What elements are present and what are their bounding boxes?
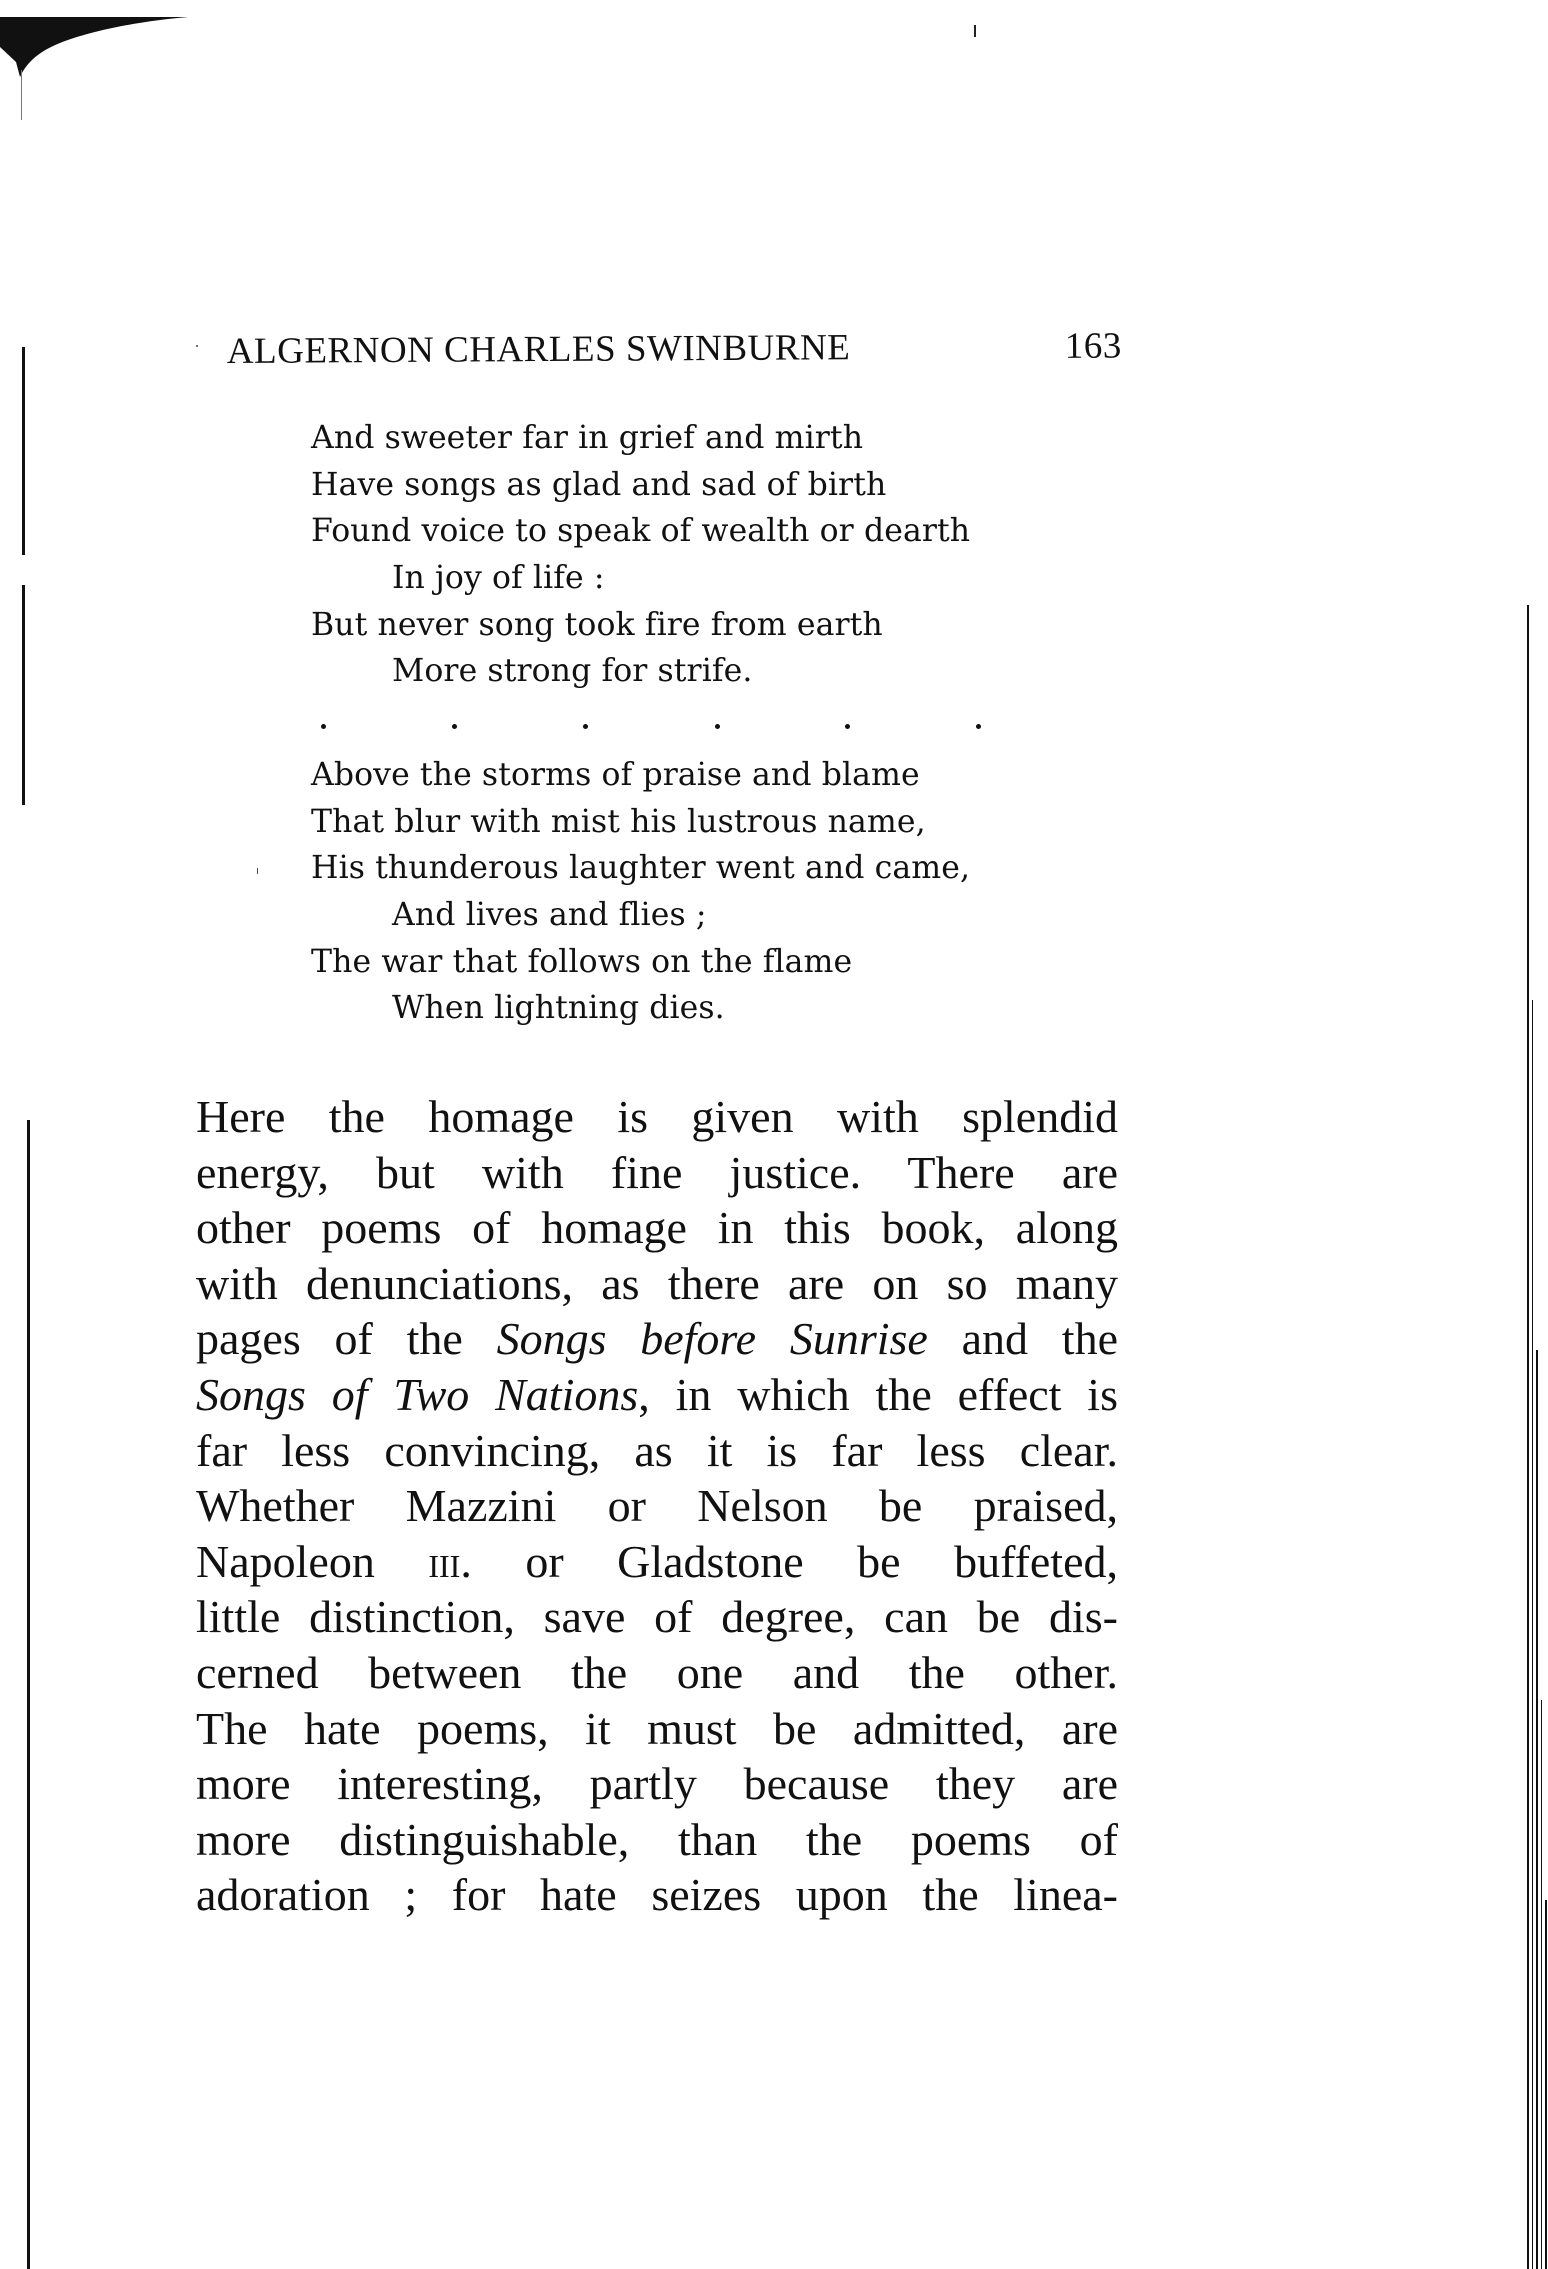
verse-line: Above the storms of praise and blame [311,757,920,793]
text-run: cerned between the one and the other. [196,1646,1118,1698]
text-run: more interesting, partly because they are [196,1758,1118,1810]
running-head-title: ALGERNON CHARLES SWINBURNE [226,327,851,373]
text-run: other poems of homage in this book, along [196,1202,1118,1254]
italic-title: Songs of Two Nations [196,1368,639,1420]
verse-line: His thunderous laughter went and came, [311,850,971,887]
verse-line: The war that follows on the flame [311,943,853,980]
ellipsis-dot [845,724,850,729]
scan-speck [257,868,258,874]
scan-edge-right [1536,1350,1538,2269]
scan-edge-right [1545,1900,1547,2269]
text-run: far less convincing, as it is far less clear. [196,1424,1118,1476]
body-text-line [196,1478,1118,1534]
body-text-line [196,1534,1118,1590]
text-run: Here the homage is given with splendid [196,1091,1118,1142]
scan-edge-right [1532,1000,1533,2269]
body-text-line [196,1423,1118,1479]
text-run: or Gladstone be buffeted, [471,1535,1118,1587]
text-run: Whether Mazzini or Nelson be praised, [196,1480,1118,1532]
scan-edge-left [21,70,22,120]
scan-edge-left [22,347,25,555]
body-text-line [196,1645,1118,1701]
ellipsis-dot [715,724,720,729]
text-run: , in which the effect is [638,1368,1118,1420]
text-run: The hate poems, it must be admitted, are [196,1702,1118,1754]
ellipsis-dot [452,724,457,729]
text-run: energy, but with fine justice. There are [196,1146,1118,1198]
verse-stanza-1 [311,415,1071,695]
verse-line: Have songs as glad and sad of birth [311,466,887,503]
text-run: little distinction, save of degree, can be dis- [196,1591,1118,1643]
body-text-line [196,1311,1118,1367]
text-run: and the [927,1313,1118,1365]
scan-edge-left [22,585,25,805]
text-run: more distinguishable, than the poems of [196,1813,1118,1865]
italic-title: Songs before Sunrise [496,1313,928,1365]
scan-edge-right [1527,605,1529,2269]
scan-speck [196,345,198,347]
body-text-line [196,1200,1118,1256]
body-text-line [196,1867,1118,1923]
verse-line: That blur with mist his lustrous name, [311,803,926,840]
body-text-line [196,1256,1118,1312]
verse-line: And sweeter far in grief and mirth [311,420,864,456]
text-run: with denunciations, as there are on so many [196,1257,1118,1309]
scan-speck [974,25,976,37]
verse-line-indented: When lightning dies. [392,990,725,1027]
body-text-line [196,1812,1118,1868]
body-text-line [196,1756,1118,1812]
body-text-line [196,1589,1118,1645]
verse-line-indented: In joy of life : [392,560,605,597]
ellipsis-dot [583,724,588,729]
body-text-line [196,1367,1118,1423]
verse-line: But never song took fire from earth [311,606,883,643]
verse-line: Found voice to speak of wealth or dearth [311,513,971,550]
ellipsis-dot [321,724,326,729]
scan-edge-left [27,1120,30,2269]
verse-line-indented: More strong for strife. [392,653,753,690]
ellipsis-dot [976,724,981,729]
body-paragraph [196,1089,1118,1923]
scan-edge-right [1541,1700,1542,2269]
running-head [227,325,1127,378]
scan-corner-shadow [0,17,188,77]
body-text-line [196,1145,1118,1201]
text-run: pages of the [196,1313,497,1365]
body-text-line [196,1701,1118,1757]
page-number: 163 [1064,325,1122,367]
verse-line-indented: And lives and flies ; [392,897,707,934]
body-text-line [196,1089,1118,1145]
text-run: adoration ; for hate seizes upon the linea- [196,1869,1118,1921]
text-run: iii. [428,1535,472,1587]
verse-stanza-2 [311,752,1071,1032]
text-run: Napoleon [196,1535,429,1587]
